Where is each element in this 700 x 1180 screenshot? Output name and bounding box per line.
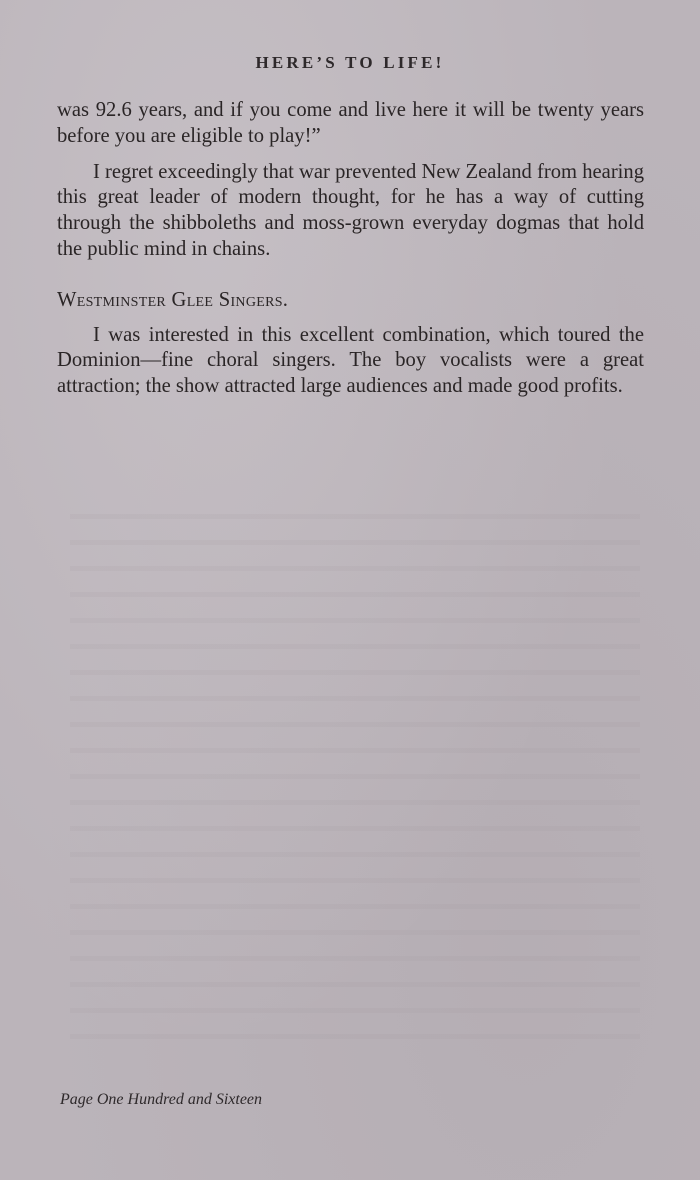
- section-heading: Westminster Glee Singers.: [57, 288, 289, 311]
- page-folio: Page One Hundred and Sixteen: [60, 1091, 263, 1108]
- paragraph-regret: I regret exceedingly that war prevented New Zealand from hearing this great leader of modern thought, for he has a way of cutting through the shibboleths and moss-grown everyday dogmas that hold the public mind in chains.: [57, 160, 644, 260]
- paragraph-continuation: was 92.6 years, and if you come and live here it will be twenty years before you are eligible to play!”: [57, 99, 644, 147]
- paragraph-glee-singers: I was interested in this excellent combination, which toured the Dominion—fine choral singers. The boy vocalists were a great attraction; the show attracted large audiences and made good profits.: [57, 323, 644, 398]
- show-through-texture: [70, 500, 640, 1040]
- body-text: [57, 98, 644, 400]
- running-head: HERE’S TO LIFE!: [255, 53, 445, 72]
